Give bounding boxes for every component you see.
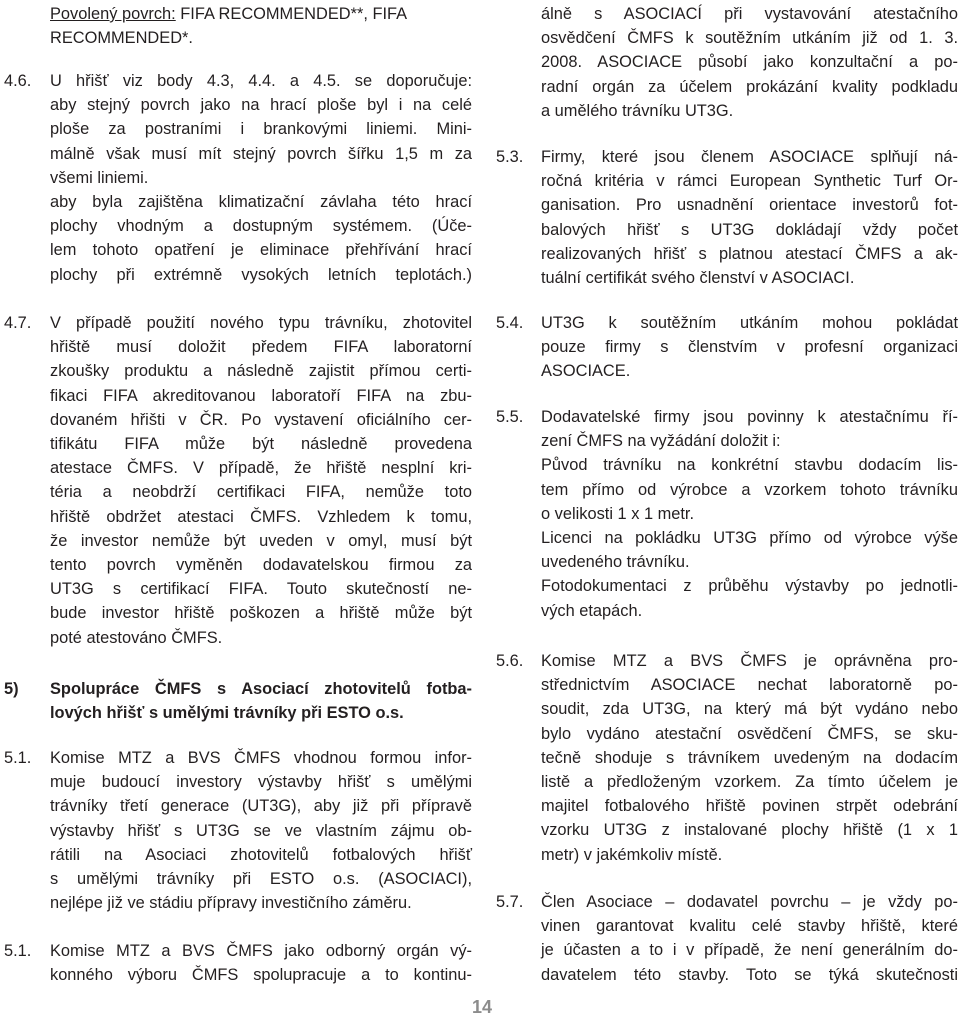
text-line: álně s ASOCIACÍ při vystavování atestačního	[541, 5, 958, 23]
section-4-6	[0, 69, 472, 287]
text-line: metr) v jakémkoliv místě.	[541, 845, 723, 864]
text-line: pouze firmy s členstvím v profesní organizaci	[541, 338, 958, 357]
text-line: vých etapách.	[541, 601, 643, 620]
surface-value: FIFA RECOMMENDED**, FIFA	[180, 5, 408, 23]
text-line: výstavby hřišť s UT3G se ve vlastním zájmu ob-	[50, 821, 472, 840]
text-line: Fotodokumentaci z průběhu výstavby po jednotli-	[541, 577, 958, 596]
surface-label: Povolený povrch:	[50, 5, 176, 23]
text-line: Původ trávníku na konkrétní stavbu dodacím lis-	[541, 456, 958, 475]
page-number: 14	[471, 997, 493, 1017]
text-line: ASOCIACE.	[541, 362, 631, 381]
section-text	[50, 746, 472, 915]
text-line: Licenci na pokládku UT3G přímo od výrobce výše	[541, 529, 958, 548]
text-line: že investor nemůže být uveden v omyl, musí být	[50, 531, 472, 550]
text-line: ročná kritéria v rámci European Synthetic Turf Or-	[541, 172, 958, 191]
text-line: poté atestováno ČMFS.	[50, 628, 223, 647]
text-line: listě a předloženým vzorkem. Za tímto účelem je	[541, 773, 958, 792]
text-line: střednictvím ASOCIACE nechat laboratorně po-	[541, 676, 958, 695]
section-text	[541, 2, 958, 123]
section-text	[541, 145, 958, 290]
text-line: vinen garantovat kvalitu celé stavby hřiště, které	[541, 917, 958, 936]
text-line: Komise MTZ a BVS ČMFS jako odborný orgán vý-	[50, 942, 472, 960]
section-4-7	[0, 311, 472, 650]
section-number: 5.5.	[496, 408, 524, 426]
text-line: davatelem této stavby. Toto se týká skutečnosti	[541, 965, 958, 984]
text-line: málně však musí mít stejný povrch šířku 1,5 m za	[50, 144, 472, 163]
section-text	[50, 311, 472, 650]
text-line: fikaci FIFA akreditovanou laboratoří FIFA na zbu-	[50, 386, 472, 405]
text-line: konného výboru ČMFS spolupracuje a to kontinu-	[50, 966, 472, 985]
text-line: Člen Asociace – dodavatel povrchu – je vždy po-	[541, 893, 958, 911]
section-number: 5.1.	[4, 749, 32, 767]
text-line: uvedeného trávníku.	[541, 553, 690, 572]
text-line: U hřišť viz body 4.3, 4.4. a 4.5. se doporučuje:	[50, 72, 472, 90]
section-number: 5.4.	[496, 314, 524, 332]
text-line: soudit, zda UT3G, na který má být vydáno nebo	[541, 700, 958, 719]
section-number: 5.7.	[496, 893, 524, 911]
text-line: aby byla zajištěna klimatizační závlaha této hrací	[50, 193, 472, 212]
text-line: hřiště musí doložit předem FIFA laboratorní	[50, 338, 472, 357]
text-line: Komise MTZ a BVS ČMFS vhodnou formou infor-	[50, 749, 472, 767]
text-line: muje budoucí investory výstavby hřišť s umělými	[50, 773, 472, 792]
text-line: o velikosti 1 x 1 metr.	[541, 504, 695, 523]
text-line: všemi liniemi.	[50, 168, 149, 187]
section-5-heading	[0, 677, 472, 725]
text-line: rátili na Asociaci zhotovitelů fotbalových hřišť	[50, 845, 472, 864]
text-line: bylo vydáno atestační osvědčení ČMFS, se sku-	[541, 724, 958, 743]
section-5-5	[496, 405, 958, 623]
section-number: 5.3.	[496, 148, 524, 166]
text-line: Spolupráce ČMFS s Asociací zhotovitelů fotba-	[50, 680, 472, 698]
text-line: 2008. ASOCIACE působí jako konzultační a po-	[541, 53, 958, 72]
section-text	[50, 69, 472, 287]
section-5-1-a	[0, 746, 472, 915]
text-line: plochy vhodným a dostupným systémem. (Úče-	[50, 217, 472, 236]
text-line: je účasten a to i v případě, že není generálním do-	[541, 941, 958, 960]
section-text	[50, 939, 472, 987]
text-line: plochy při extrémně vysokých letních teplotách.)	[50, 265, 472, 284]
text-line: zení ČMFS na vyžádání doložit i:	[541, 432, 781, 451]
text-line: Komise MTZ a BVS ČMFS je oprávněna pro-	[541, 652, 958, 670]
text-line: trávníky třetí generace (UT3G), aby již při přípravě	[50, 797, 472, 816]
text-line: radní orgán za účelem prokázání kvality podkladu	[541, 77, 958, 96]
section-number: 4.6.	[4, 72, 32, 90]
text-line: tem přímo od výrobce a vzorkem tohoto trávníku	[541, 480, 958, 499]
text-line: téria a neobdrží certifikaci FIFA, nemůže toto	[50, 483, 472, 502]
section-5-6	[496, 649, 958, 867]
text-line: dovaném hřišti v ČR. Po vystavení oficiálního cer-	[50, 410, 472, 429]
text-line: realizovaných hřišť s platnou atestací ČMFS a ak-	[541, 244, 958, 263]
text-line: ploše za postraními i brankovými liniemi. Mini-	[50, 120, 472, 139]
text-line: osvědčení ČMFS k soutěžním utkáním již od 1. 3.	[541, 29, 958, 48]
section-text	[541, 890, 958, 987]
section-5-1-continued	[496, 2, 958, 123]
text-line: nejlépe již ve stádiu přípravy investičního záměru.	[50, 894, 412, 913]
section-number: 5.1.	[4, 942, 32, 960]
section-number: 5.6.	[496, 652, 524, 670]
text-line: zkoušky produktu a následně zajistit přímou certi-	[50, 362, 472, 381]
text-line: UT3G k soutěžním utkáním mohou pokládat	[541, 314, 958, 332]
text-line: vzorku UT3G z instalované plochy hřiště (1 x 1	[541, 821, 958, 840]
text-line: lem tohoto opatření je eliminace přehřívání hrací	[50, 241, 472, 260]
section-5-1-b	[0, 939, 472, 987]
text-line: a umělého trávníku UT3G.	[541, 101, 734, 120]
text-line: hřiště obdržet atestaci ČMFS. Vzhledem k tomu,	[50, 507, 472, 526]
text-line: bude investor hřiště poškozen a hřiště může být	[50, 604, 472, 623]
text-line: V případě použití nového typu trávníku, zhotovitel	[50, 314, 472, 332]
text-line: UT3G s certifikací FIFA. Touto skutečností ne-	[50, 580, 472, 599]
text-line: aby stejný povrch jako na hrací ploše byl i na celé	[50, 96, 472, 115]
text-line: ganisation. Pro usnadnění orientace investorů fot-	[541, 196, 958, 215]
text-line: tečně shoduje s trávníkem uvedeným na dodacím	[541, 748, 958, 767]
section-text	[541, 405, 958, 623]
text-line: balových hřišť s UT3G dokládají vždy počet	[541, 220, 958, 239]
surface-paragraph	[0, 2, 472, 50]
surface-value-line2: RECOMMENDED*.	[50, 29, 193, 48]
section-number: 4.7.	[4, 314, 32, 332]
section-5-3	[496, 145, 958, 290]
text-line: majitel fotbalového hřiště povinen strpět odebrání	[541, 797, 958, 816]
text-line: tifikátu FIFA může být následně provedena	[50, 435, 472, 454]
text-line: lových hřišť s umělými trávníky při ESTO o.s.	[50, 704, 404, 723]
text-line: s umělými trávníky při ESTO o.s. (ASOCIACI),	[50, 870, 472, 889]
text-line: tento povrch vyměněn dodavatelskou firmou za	[50, 556, 472, 575]
section-number: 5)	[4, 680, 19, 698]
section-5-7	[496, 890, 958, 987]
text-line: Firmy, které jsou členem ASOCIACE splňují ná-	[541, 148, 958, 166]
section-text	[541, 311, 958, 384]
section-heading-text	[50, 677, 472, 725]
text-line: Dodavatelské firmy jsou povinny k atestačnímu ří-	[541, 408, 958, 426]
section-text	[541, 649, 958, 867]
text-line: atestace ČMFS. V případě, že hřiště nesplní kri-	[50, 459, 472, 478]
section-5-4	[496, 311, 958, 384]
text-line: tuální certifikát svého členství v ASOCIACI.	[541, 269, 855, 288]
